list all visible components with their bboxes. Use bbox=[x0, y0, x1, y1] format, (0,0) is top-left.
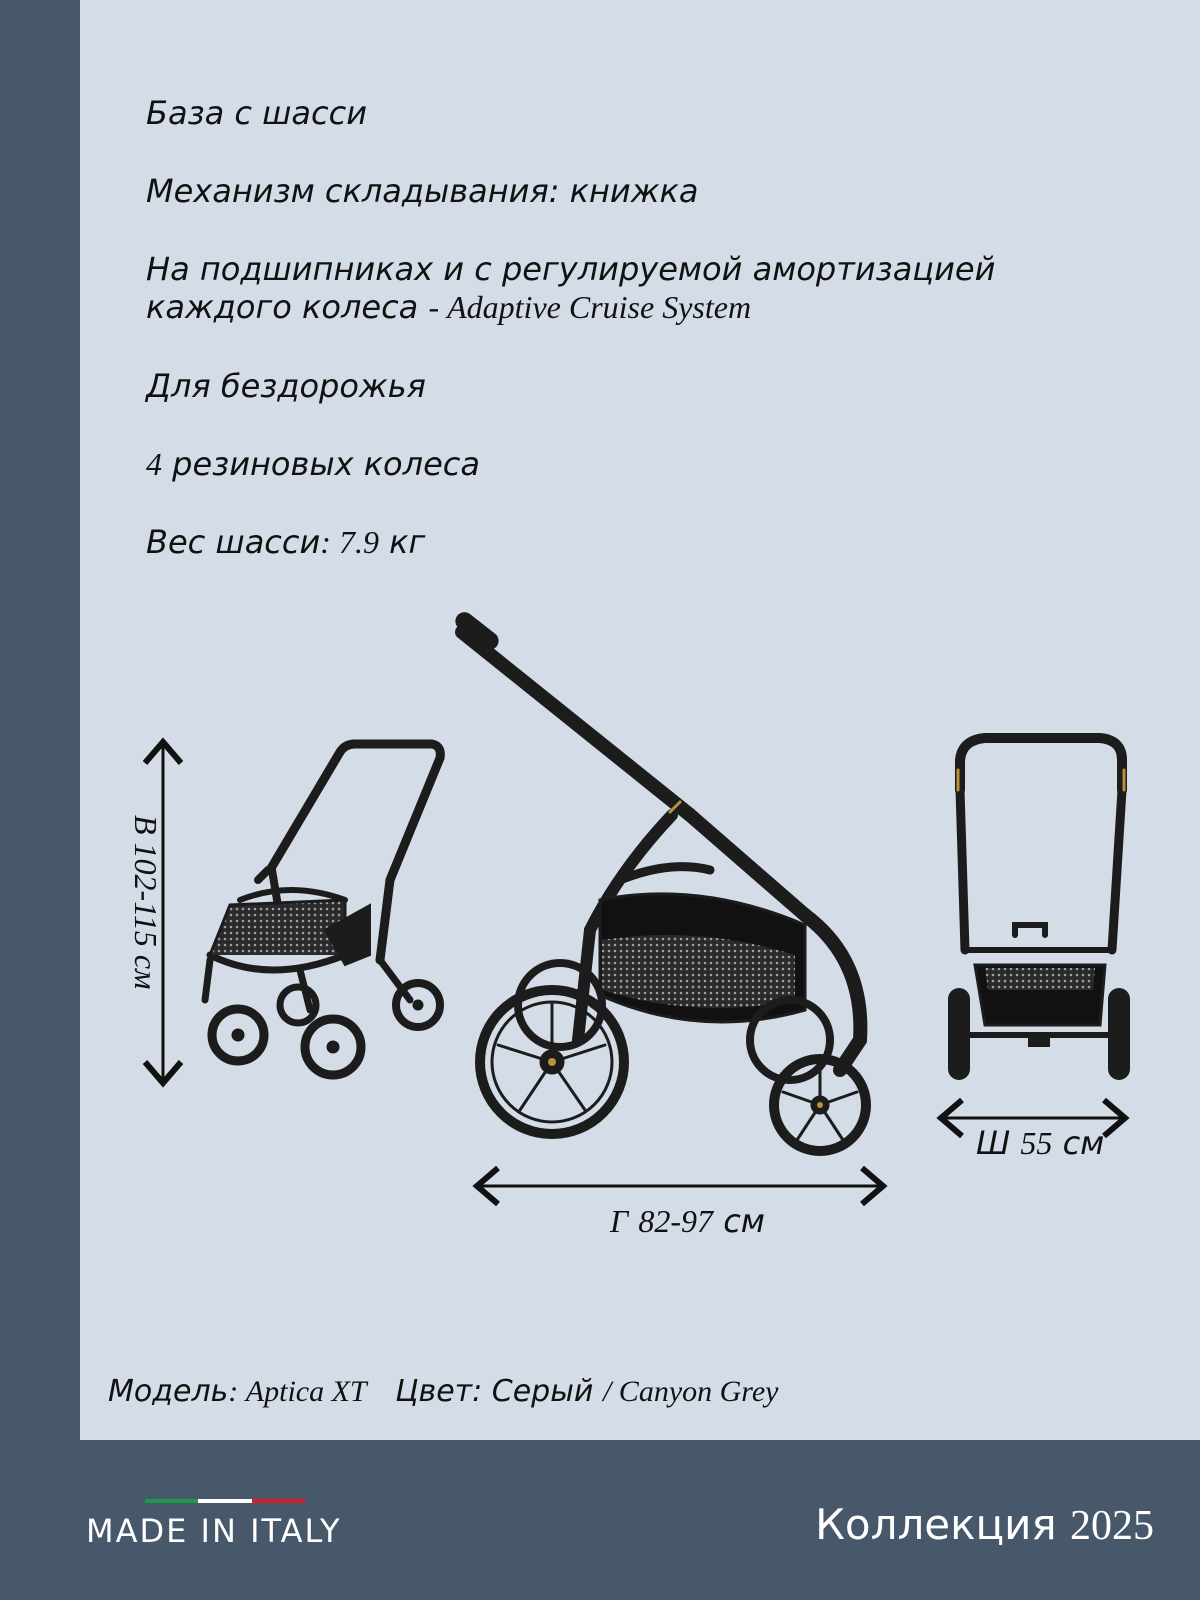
width-dimension-label bbox=[976, 1124, 1104, 1162]
model-color-line bbox=[108, 1374, 779, 1409]
feature-wheels-count: 4 bbox=[146, 446, 162, 482]
collection-year: 2025 bbox=[1070, 1503, 1154, 1549]
stroller-side-view bbox=[452, 609, 866, 1151]
depth-value: 82-97 bbox=[638, 1203, 714, 1239]
made-in-italy-label: MADE IN ITALY bbox=[86, 1512, 342, 1550]
height-value: В 102-115 см bbox=[128, 815, 164, 990]
flag-red bbox=[252, 1499, 305, 1503]
feature-weight-unit: кг bbox=[389, 523, 426, 561]
feature-chassis-base: База с шасси bbox=[146, 94, 367, 132]
collection-word: Коллекция bbox=[815, 1500, 1057, 1549]
feature-weight-value: : 7.9 bbox=[320, 524, 379, 560]
feature-suspension-line2: каждого колеса bbox=[146, 288, 419, 326]
feature-offroad: Для бездорожья bbox=[146, 367, 426, 405]
model-label: Модель bbox=[108, 1374, 229, 1409]
feature-wheels-text: резиновых колеса bbox=[172, 445, 480, 483]
collection-label bbox=[815, 1500, 1154, 1550]
width-unit: см bbox=[1062, 1124, 1105, 1162]
width-prefix: Ш bbox=[976, 1124, 1011, 1162]
depth-prefix: Г bbox=[610, 1203, 629, 1239]
stroller-rear-view bbox=[948, 738, 1130, 1080]
color-en: / Canyon Grey bbox=[602, 1375, 779, 1408]
flag-green bbox=[145, 1499, 198, 1503]
italy-flag-stripe bbox=[145, 1499, 305, 1503]
color-label: Цвет bbox=[395, 1374, 473, 1409]
color-separator: : bbox=[472, 1374, 483, 1409]
feature-weight-label: Вес шасси bbox=[146, 523, 321, 561]
depth-dimension-label bbox=[610, 1202, 765, 1240]
feature-suspension-line1: На подшипниках и с регулируемой амортизацией bbox=[146, 250, 996, 288]
model-value: : Aptica XT bbox=[228, 1375, 367, 1408]
depth-unit: см bbox=[723, 1202, 765, 1240]
feature-suspension-tech: - Adaptive Cruise System bbox=[428, 289, 752, 325]
feature-fold-mechanism: Механизм складывания: книжка bbox=[146, 172, 699, 210]
height-dimension-label bbox=[127, 815, 165, 989]
flag-white bbox=[198, 1499, 251, 1503]
stroller-three-quarter-view bbox=[205, 744, 440, 1075]
color-ru: Серый bbox=[491, 1374, 594, 1409]
width-value: 55 bbox=[1020, 1125, 1053, 1161]
